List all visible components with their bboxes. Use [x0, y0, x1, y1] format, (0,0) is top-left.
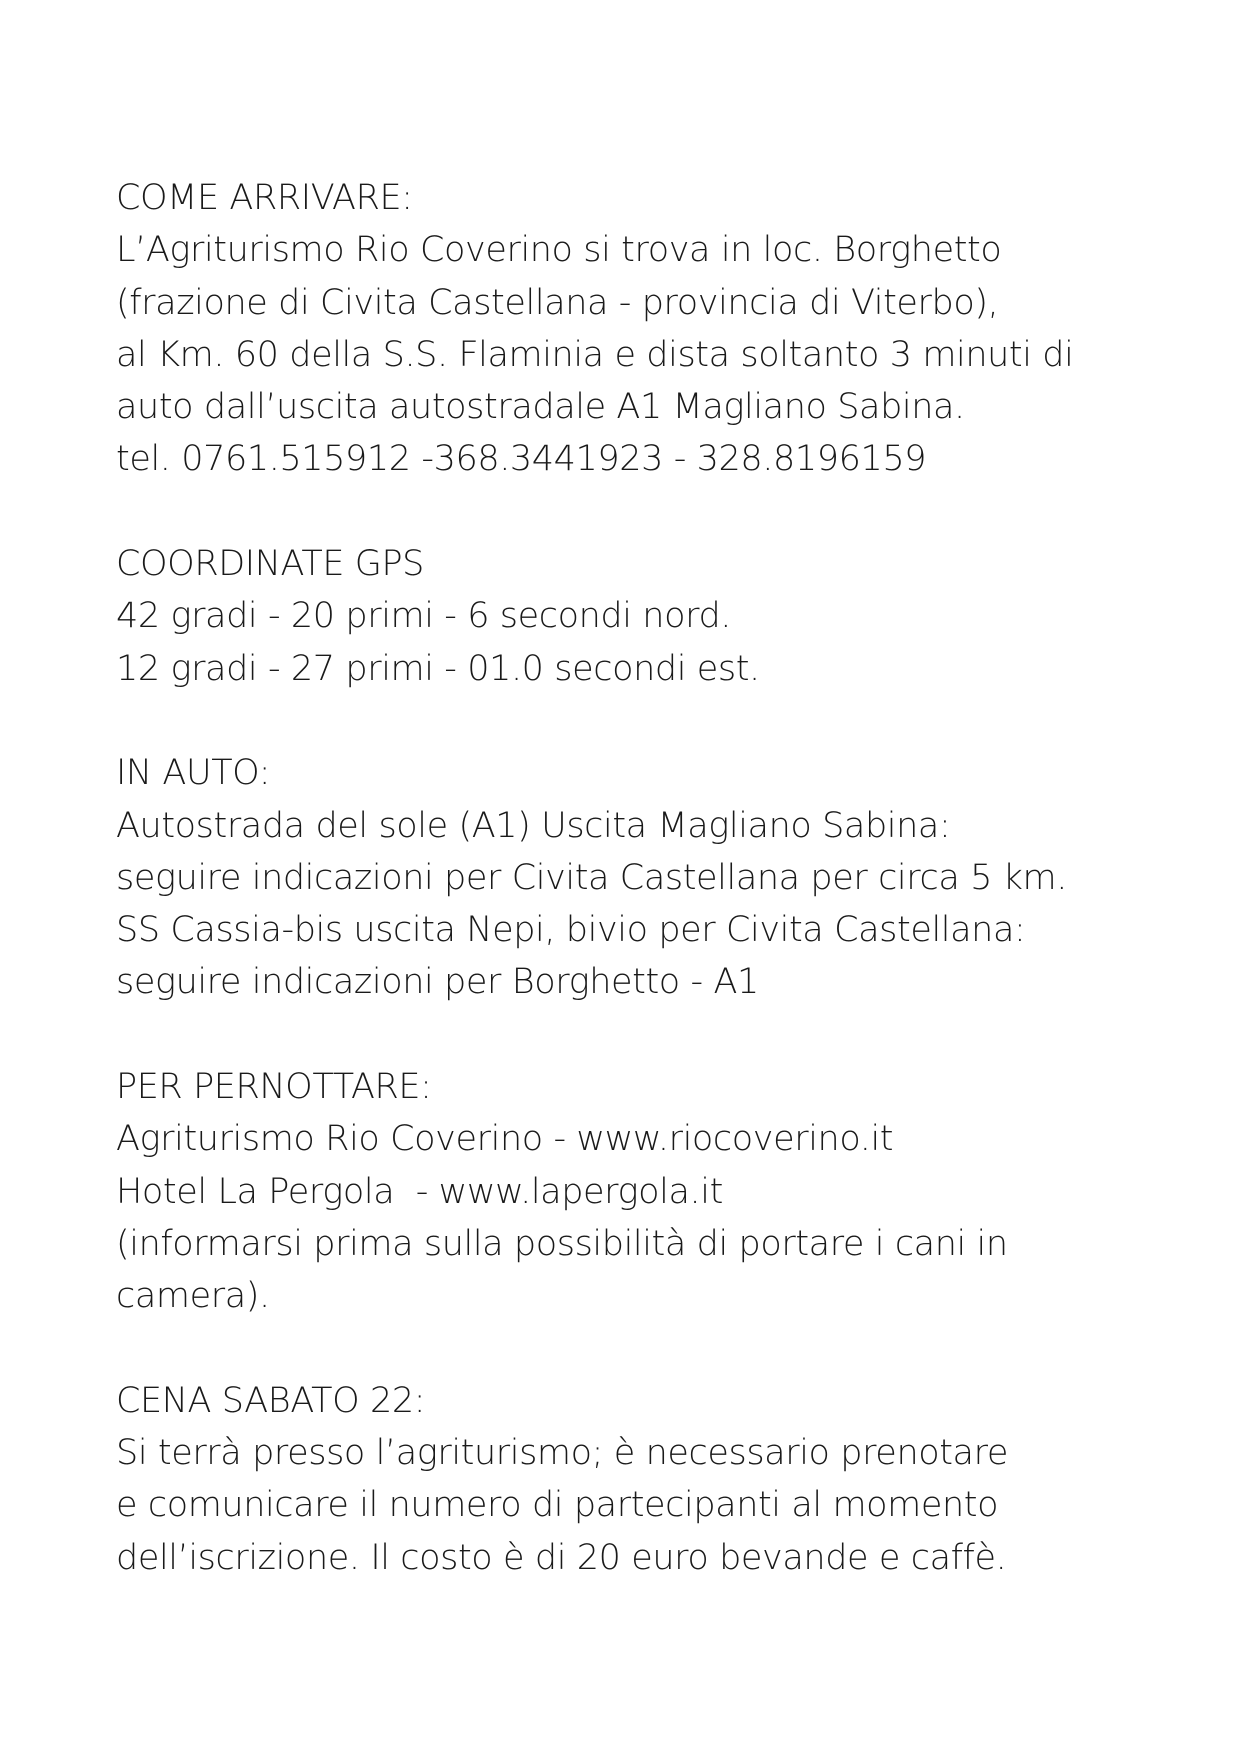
text-line: L’Agriturismo Rio Coverino si trova in loc. Borghetto: [116, 230, 1002, 271]
section-heading: PER PERNOTTARE:: [116, 1067, 432, 1108]
text-line: auto dall’uscita autostradale A1 Magliano Sabina.: [116, 387, 965, 428]
lodging-hotel: Hotel La Pergola - www.lapergola.it: [116, 1171, 723, 1212]
section-heading: IN AUTO:: [116, 753, 271, 794]
section-heading: CENA SABATO 22:: [116, 1380, 426, 1421]
section-in-auto: [116, 747, 1166, 1008]
document-page: [116, 172, 1166, 1636]
text-line: seguire indicazioni per Civita Castellana per circa 5 km.: [116, 857, 1067, 898]
section-heading: COORDINATE GPS: [116, 544, 424, 585]
text-line: (informarsi prima sulla possibilità di portare i cani in: [116, 1223, 1008, 1264]
section-heading: COME ARRIVARE:: [116, 178, 413, 218]
text-line: camera).: [116, 1276, 270, 1317]
section-come-arrivare: [116, 172, 1166, 486]
section-cena-sabato: [116, 1375, 1166, 1584]
text-line: Si terrà presso l’agriturismo; è necessario prenotare: [116, 1433, 1008, 1474]
text-line: Autostrada del sole (A1) Uscita Magliano Sabina:: [116, 805, 951, 846]
gps-latitude: 42 gradi - 20 primi - 6 secondi nord.: [116, 596, 731, 637]
section-per-pernottare: [116, 1061, 1166, 1322]
text-line: seguire indicazioni per Borghetto - A1: [116, 962, 759, 1003]
text-line: al Km. 60 della S.S. Flaminia e dista soltanto 3 minuti di: [116, 334, 1074, 375]
text-line: (frazione di Civita Castellana - provincia di Viterbo),: [116, 282, 999, 323]
section-coordinate-gps: [116, 538, 1166, 695]
text-line: e comunicare il numero di partecipanti al momento: [116, 1485, 999, 1526]
text-line: SS Cassia-bis uscita Nepi, bivio per Civita Castellana:: [116, 910, 1026, 951]
gps-longitude: 12 gradi - 27 primi - 01.0 secondi est.: [116, 648, 760, 689]
lodging-agriturismo: Agriturismo Rio Coverino - www.riocoverino.it: [116, 1119, 894, 1160]
phone-numbers: tel. 0761.515912 -368.3441923 - 328.8196159: [116, 439, 927, 480]
text-line: dell’iscrizione. Il costo è di 20 euro bevande e caffè.: [116, 1537, 1007, 1578]
